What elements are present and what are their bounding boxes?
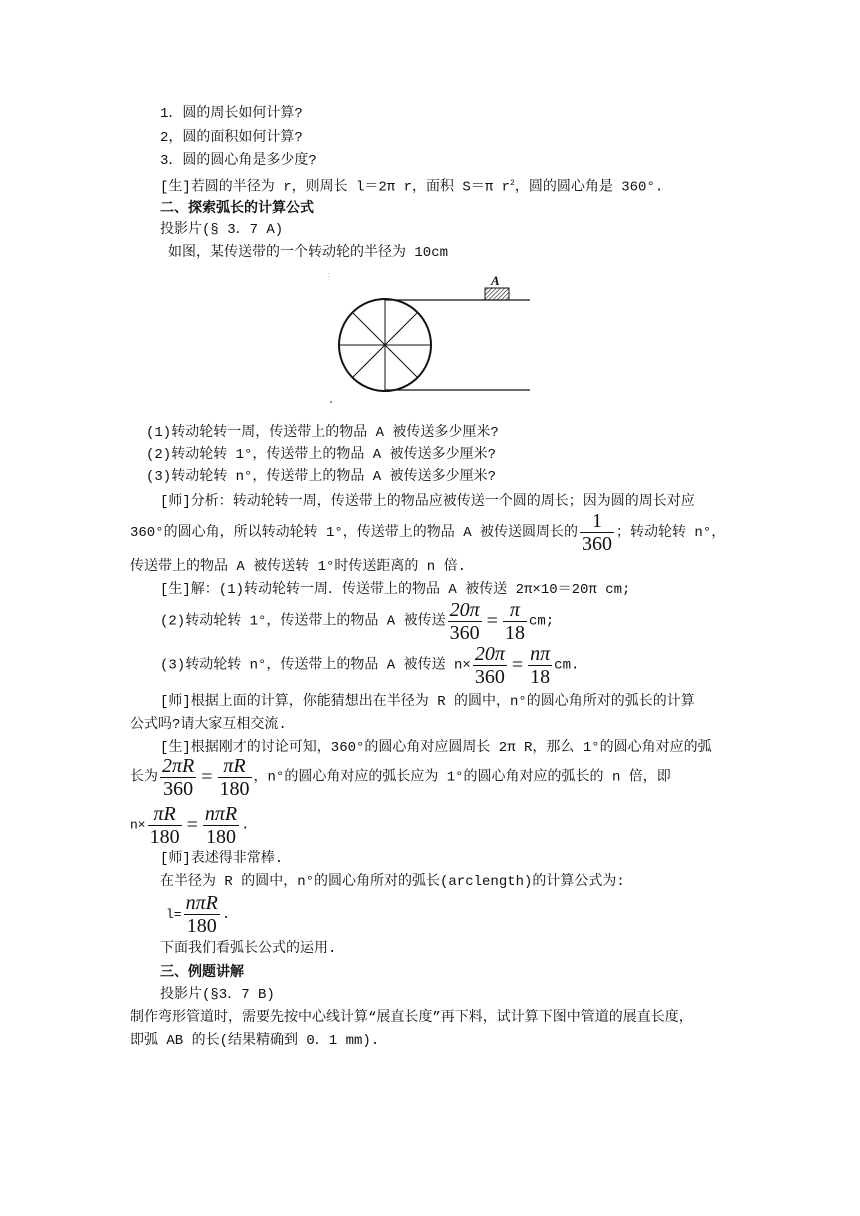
student-line-2: 长为 $\frac{2\pi R}{360}$ = $\frac{\pi R}{180}$ ，n°的圆心角对应的弧长应为 1°的圆心角对应的弧长的 n 倍，即 — [130, 754, 671, 800]
fraction-npiR-180: $\frac{\text{nπR}}{180}$ — [204, 802, 238, 848]
analysis-line-1: [师]分析：转动轮转一周，传送带上的物品应被传送一个圆的周长；因为圆的周长对应 — [160, 494, 695, 510]
fraction-piR-180-b: $\frac{\pi R}{180}$ — [149, 802, 180, 848]
fraction-npi-18: $\frac{n\pi}{18}$ — [530, 642, 551, 688]
object-a-label: A — [491, 273, 500, 288]
review-q2: 2，圆的面积如何计算? — [160, 130, 303, 146]
teacher-question-1: [师]根据上面的计算，你能猜想出在半径为 R 的圆中，n°的圆心角所对的弧长的计算 — [160, 694, 695, 710]
section3-heading: 三、例题讲解 — [160, 964, 244, 980]
student-line-3a: n× — [130, 817, 146, 833]
review-q3: 3．圆的圆心角是多少度? — [160, 153, 317, 169]
solution-3: (3)转动轮转 n°，传送带上的物品 A 被传送 n× $\frac{20\pi}{360}$ = $\frac{n\pi}{18}$ cm. — [160, 642, 580, 688]
review-answer-sup: 2 — [510, 179, 515, 188]
solution-2-unit: cm; — [528, 613, 555, 630]
figure-dot — [330, 401, 332, 403]
analysis-line-3: 传送带上的物品 A 被传送转 1°时传送距离的 n 倍. — [130, 559, 467, 575]
student-line-2a: 长为 — [130, 769, 158, 786]
analysis-line-2b: ；转动轮转 n°， — [616, 525, 726, 542]
formula-intro: 在半径为 R 的圆中，n°的圆心角所对的弧长(arclength)的计算公式为: — [160, 874, 625, 890]
section2-slide: 投影片(§ 3．7 A) — [160, 222, 284, 238]
solution-2-text: (2)转动轮转 1°，传送带上的物品 A 被传送 — [160, 613, 446, 630]
fraction-npiR-180-formula: $\frac{\text{nπR}}{180}$ — [185, 892, 218, 937]
next-sentence: 下面我们看弧长公式的运用. — [160, 941, 337, 957]
teacher-question-2: 公式吗?请大家互相交流. — [130, 717, 287, 733]
solution-3-unit: cm. — [554, 657, 580, 674]
fraction-1-360: $\frac{1}{360}$ — [582, 510, 613, 555]
student-line-3: n× $\frac{\pi R}{180}$ = $\frac{\text{nπR}}{180}$ . — [130, 802, 250, 848]
student-line-2b: ，n°的圆心角对应的弧长应为 1°的圆心角对应的弧长的 n 倍，即 — [253, 769, 671, 786]
question-1: (1)转动轮转一周，传送带上的物品 A 被传送多少厘米? — [146, 425, 499, 441]
teacher-praise: [师]表述得非常棒. — [160, 851, 284, 867]
fraction-piR-180: $\frac{\pi R}{180}$ — [219, 754, 250, 800]
review-answer-post: ，圆的圆心角是 360°. — [514, 179, 664, 196]
section3-slide: 投影片(§3．7 B) — [160, 987, 275, 1003]
fraction-20pi-360-b: $\frac{20\pi}{360}$ — [474, 642, 505, 688]
formula-lhs: l= — [166, 907, 182, 923]
student-line-3b: . — [241, 817, 250, 834]
section3-text-1: 制作弯形管道时，需要先按中心线计算“展直长度”再下料，试计算下图中管道的展直长度， — [130, 1010, 693, 1026]
student-line-1: [生]根据刚才的讨论可知，360°的圆心角对应圆周长 2π R，那么 1°的圆心角对应的弧 — [160, 740, 712, 756]
conveyor-figure — [325, 268, 540, 408]
analysis-line-2 — [130, 510, 725, 556]
solution-1: [生]解：(1)转动轮转一周．传送带上的物品 A 被传送 2π×10＝20π cm; — [160, 582, 631, 598]
arc-length-formula — [166, 892, 230, 938]
analysis-line-2a: 360°的圆心角，所以转动轮转 1°，传送带上的物品 A 被传送圆周长的 — [130, 525, 579, 542]
solution-3-text: (3)转动轮转 n°，传送带上的物品 A 被传送 n× — [160, 657, 471, 674]
section3-text-2: 即弧 AB 的长(结果精确到 0．1 mm). — [130, 1033, 380, 1049]
formula-end: . — [221, 907, 231, 924]
section2-intro: 如图，某传送带的一个转动轮的半径为 10cm — [168, 245, 449, 261]
fraction-20pi-360: $\frac{20\pi}{360}$ — [449, 598, 480, 644]
review-answer-pre: [生]若圆的半径为 r，则周长 l＝2π r，面积 S＝π r — [160, 179, 511, 196]
solution-2: (2)转动轮转 1°，传送带上的物品 A 被传送 $\frac{20\pi}{360}$ = $\frac{\pi}{18}$ cm; — [160, 598, 555, 644]
fraction-2piR-360: $\frac{2\pi R}{360}$ — [162, 754, 195, 800]
question-3: (3)转动轮转 n°，传送带上的物品 A 被传送多少厘米? — [146, 469, 497, 485]
question-2: (2)转动轮转 1°，传送带上的物品 A 被传送多少厘米? — [146, 447, 497, 463]
review-answer — [160, 174, 663, 198]
object-a-block — [485, 288, 509, 300]
review-q1: 1．圆的周长如何计算? — [160, 106, 303, 122]
section2-heading: 二、探索弧长的计算公式 — [160, 200, 314, 216]
fraction-pi-18: $\frac{\pi}{18}$ — [504, 598, 525, 644]
